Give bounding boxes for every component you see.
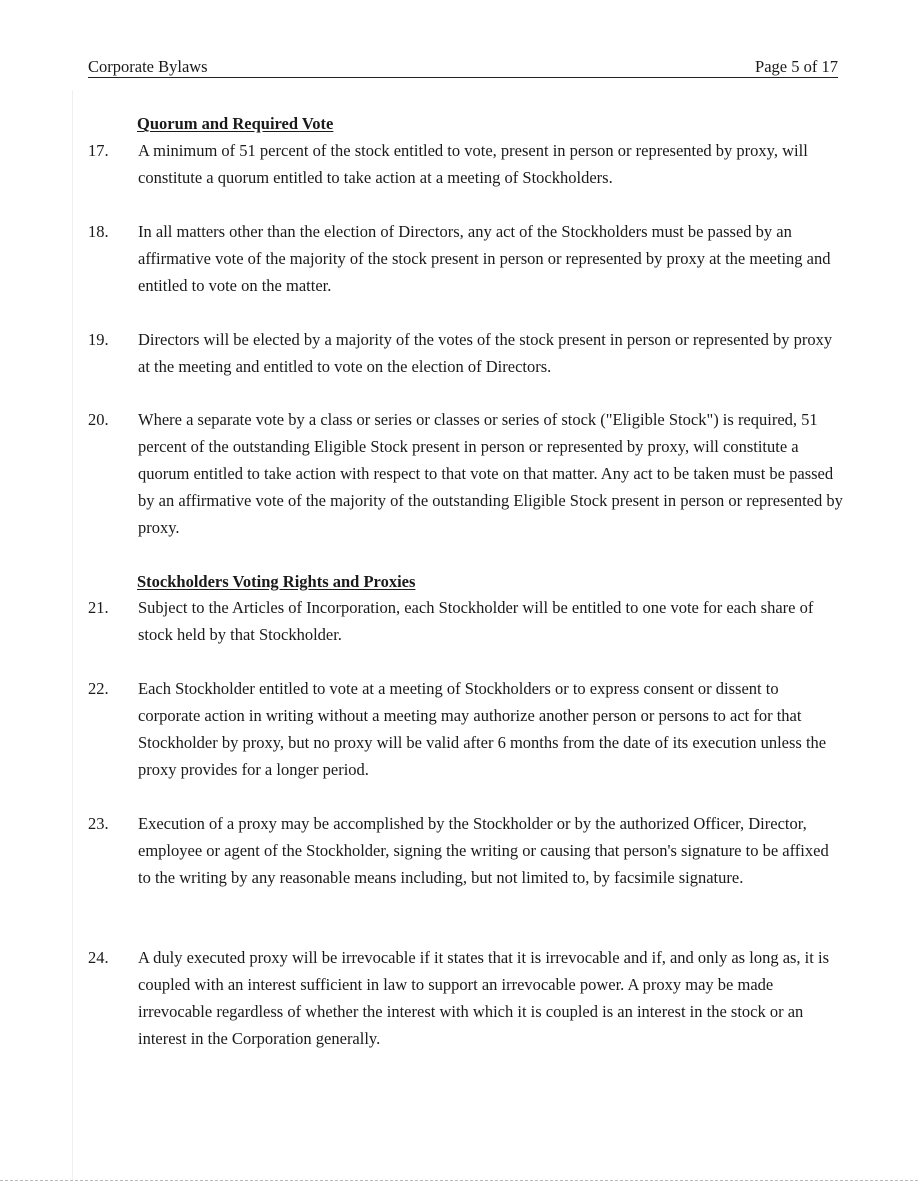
paragraph-22 <box>88 675 843 783</box>
paragraph-text: Directors will be elected by a majority of the votes of the stock present in person or represented by proxy at the meeting and entitled to vote on the election of Directors. <box>138 330 833 376</box>
paragraph-text: Subject to the Articles of Incorporation, each Stockholder will be entitled to one vote for each share of stock held by that Stockholder. <box>138 598 814 644</box>
page-number: Page 5 of 17 <box>755 57 838 76</box>
paragraph-number: 22. <box>88 679 109 698</box>
paragraph-text: Each Stockholder entitled to vote at a meeting of Stockholders or to express consent or dissent to corporate action in writing without a meeting may authorize another person or persons to act for that Stockholder by proxy, but no proxy will be valid after 6 months from the date of its execution unless the proxy provides for a longer period. <box>138 679 827 779</box>
paragraph-text: Execution of a proxy may be accomplished by the Stockholder or by the authorized Officer, Director, employee or agent of the Stockholder, signing the writing or causing that person's signature to be affixed to the writing by any reasonable means including, but not limited to, by facsimile signature. <box>138 814 829 887</box>
paragraph-number: 18. <box>88 222 109 241</box>
scan-edge <box>72 90 73 1180</box>
paragraph-number: 21. <box>88 598 109 617</box>
paragraph-19 <box>88 326 843 380</box>
paragraph-17 <box>88 137 843 191</box>
page-header <box>88 57 838 78</box>
paragraph-18 <box>88 218 843 299</box>
paragraph-24 <box>88 944 843 1052</box>
paragraph-23 <box>88 810 843 891</box>
section-heading-quorum: Quorum and Required Vote <box>137 114 334 133</box>
paragraph-20 <box>88 406 843 541</box>
paragraph-text: Where a separate vote by a class or series or classes or series of stock ("Eligible Stock") is required, 51 percent of the outstanding Eligible Stock present in person or represented by proxy, will constitute a quorum entitled to take action with respect to that vote on that matter. Any act to be taken must be passed by an affirmative vote of the majority of the outstanding Eligible Stock present in person or represented by proxy. <box>138 410 843 537</box>
paragraph-number: 19. <box>88 330 109 349</box>
paragraph-number: 23. <box>88 814 109 833</box>
paragraph-text: A duly executed proxy will be irrevocable if it states that it is irrevocable and if, and only as long as, it is coupled with an interest sufficient in law to support an irrevocable power. A proxy may be made irrevocable regardless of whether the interest with which it is coupled is an interest in the stock or an interest in the Corporation generally. <box>138 948 829 1048</box>
paragraph-number: 20. <box>88 410 109 429</box>
paragraph-number: 17. <box>88 141 109 160</box>
document-title: Corporate Bylaws <box>88 57 208 76</box>
paragraph-number: 24. <box>88 948 109 967</box>
paragraph-text: A minimum of 51 percent of the stock entitled to vote, present in person or represented by proxy, will constitute a quorum entitled to take action at a meeting of Stockholders. <box>138 141 808 187</box>
section-heading-voting-rights: Stockholders Voting Rights and Proxies <box>137 572 416 591</box>
paragraph-text: In all matters other than the election of Directors, any act of the Stockholders must be passed by an affirmative vote of the majority of the stock present in person or represented by proxy at the meeting and entitled to vote on the matter. <box>138 222 831 295</box>
page-bottom-edge <box>0 1180 918 1181</box>
paragraph-21 <box>88 594 843 648</box>
